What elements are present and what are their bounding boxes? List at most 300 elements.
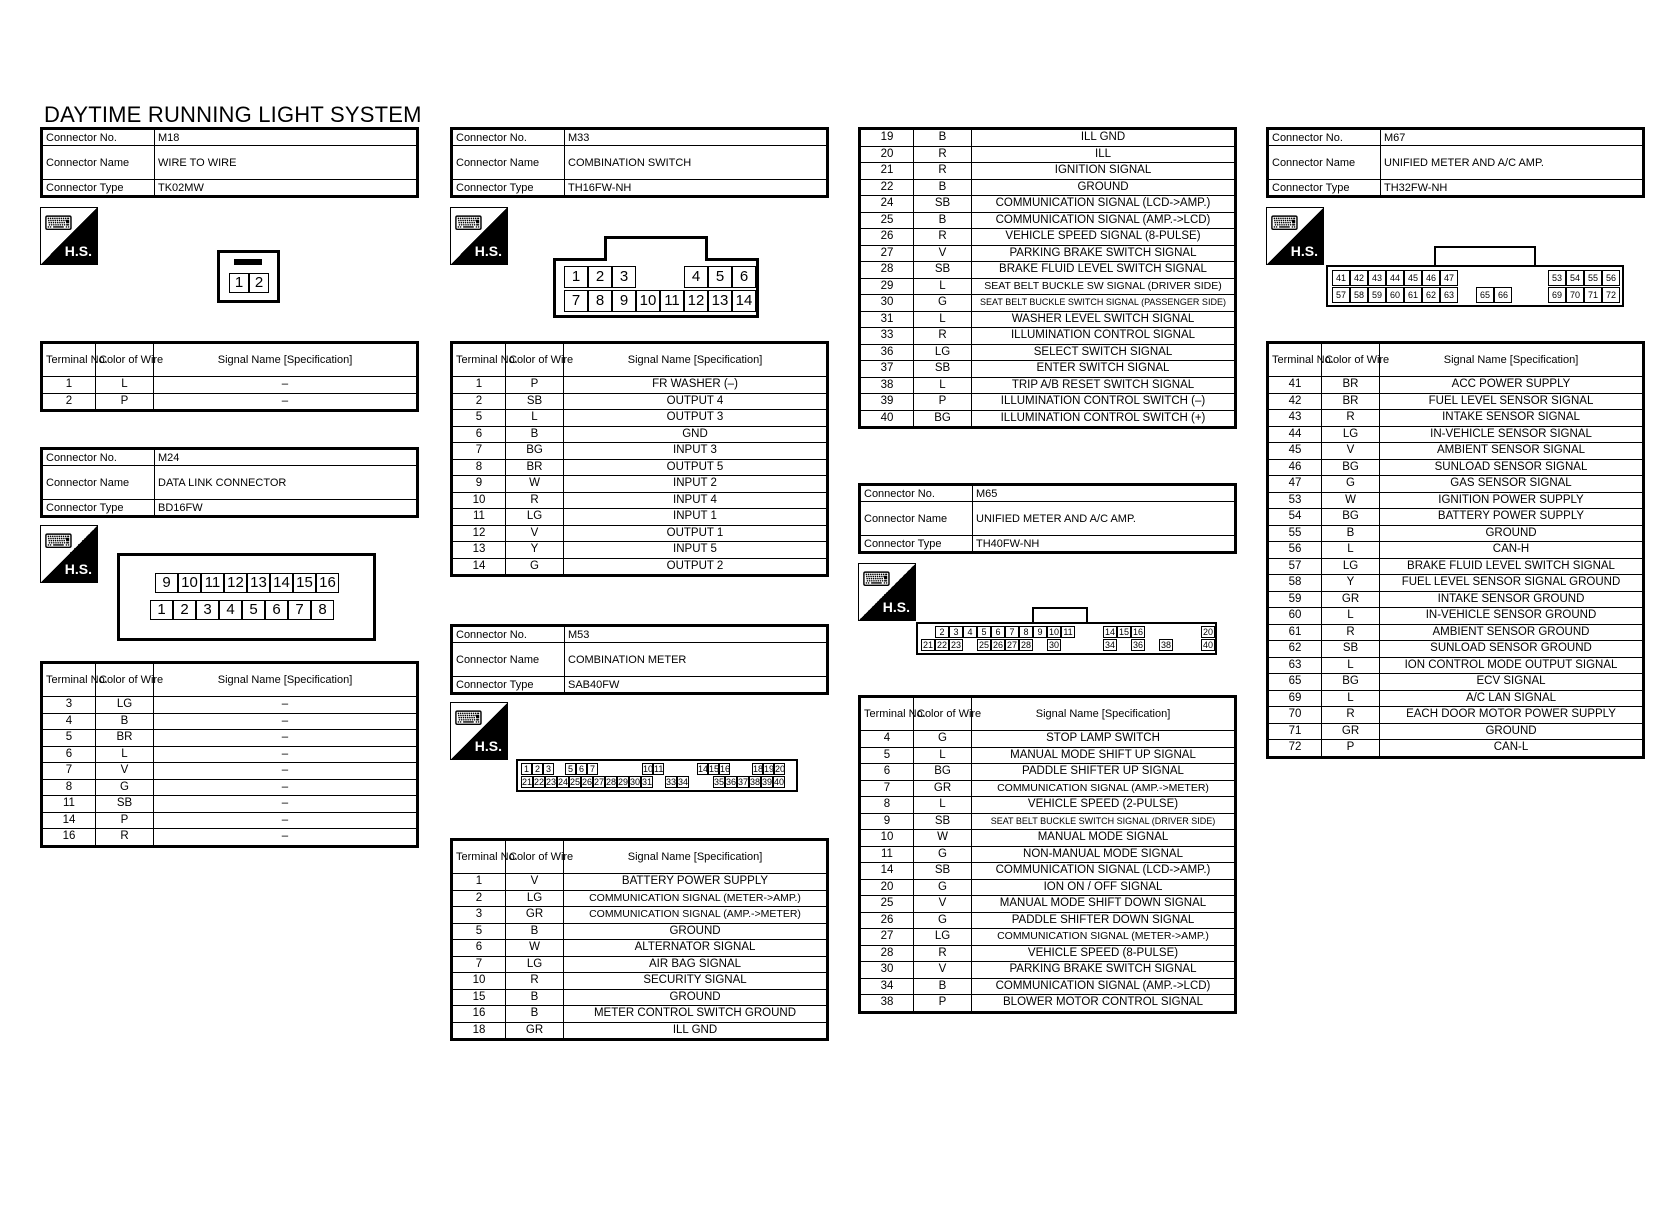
table-row xyxy=(1268,558,1644,575)
terminal-no-cell: 14 xyxy=(860,863,914,880)
terminal-no-cell: 20 xyxy=(860,146,914,163)
table-row xyxy=(42,746,418,763)
wire-color-cell: LG xyxy=(1322,426,1380,443)
connector-pin: 34 xyxy=(678,777,689,787)
wire-color-cell: BG xyxy=(1322,674,1380,691)
connector-pin: 38 xyxy=(750,777,761,787)
signal-name-cell: ILLUMINATION CONTROL SWITCH (+) xyxy=(972,410,1236,428)
connector-pin xyxy=(701,776,713,788)
connector-pin: 66 xyxy=(1494,287,1512,303)
connector-pin: 37 xyxy=(738,777,749,787)
connector-pin: 22 xyxy=(936,640,947,650)
connector-pin xyxy=(921,626,935,638)
terminal-no-cell: 43 xyxy=(1268,410,1322,427)
connector-pin: 2 xyxy=(173,600,196,620)
connector-pin: 31 xyxy=(642,777,653,787)
wire-color-cell: R xyxy=(506,973,564,990)
wire-color-cell: W xyxy=(1322,492,1380,509)
signal-name-cell: INTAKE SENSOR GROUND xyxy=(1380,591,1644,608)
harness-side-icon: ⌨ H.S. xyxy=(450,207,508,265)
wire-color-cell: R xyxy=(914,229,972,246)
connector-type-value: BD16FW xyxy=(155,500,418,517)
connector-pin: 11 xyxy=(660,290,684,312)
signal-name-cell: COMMUNICATION SIGNAL (LCD->AMP.) xyxy=(972,863,1236,880)
wire-color-cell: P xyxy=(96,393,154,411)
connector-diagram-m24 xyxy=(117,553,376,641)
connector-pin: 10 xyxy=(643,764,654,774)
table-row xyxy=(1268,525,1644,542)
connector-pin: 6 xyxy=(265,600,288,620)
signal-name-cell: SEAT BELT BUCKLE SW SIGNAL (DRIVER SIDE) xyxy=(972,278,1236,295)
col-signal-name: Signal Name [Specification] xyxy=(972,697,1236,731)
connector-pin: 26 xyxy=(582,777,593,787)
terminal-no-cell: 26 xyxy=(860,229,914,246)
table-row xyxy=(1268,707,1644,724)
col-terminal-no: Terminal No. xyxy=(42,343,96,377)
table-row xyxy=(860,278,1236,295)
table-row xyxy=(860,196,1236,213)
connector-type-value: TK02MW xyxy=(155,180,418,197)
connector-pin xyxy=(1145,639,1159,651)
signal-name-cell: COMMUNICATION SIGNAL (AMP.->METER) xyxy=(564,907,828,924)
connector-pin xyxy=(554,763,565,775)
connector-pin: 11 xyxy=(201,573,224,593)
wire-color-cell: P xyxy=(506,377,564,394)
signal-name-cell: INPUT 1 xyxy=(564,509,828,526)
signal-name-cell: PADDLE SHIFTER UP SIGNAL xyxy=(972,764,1236,781)
connector-pin: 40 xyxy=(774,777,785,787)
connector-header-m18 xyxy=(40,127,419,198)
connector-pin: 4 xyxy=(219,600,242,620)
wire-color-cell: V xyxy=(96,763,154,780)
connector-pin xyxy=(1512,287,1530,303)
connector-pin: 11 xyxy=(1061,626,1075,638)
connector-pin xyxy=(1530,270,1548,286)
connector-header-m67 xyxy=(1266,127,1645,198)
connector-pin: 14 xyxy=(270,573,293,593)
wire-color-cell: GR xyxy=(914,780,972,797)
connector-pin: 20 xyxy=(775,764,786,774)
terminal-no-cell: 42 xyxy=(1268,393,1322,410)
signal-name-cell: VEHICLE SPEED (8-PULSE) xyxy=(972,945,1236,962)
connector-pin xyxy=(1075,639,1089,651)
wire-color-cell: LG xyxy=(96,697,154,714)
col-color-of-wire: Color of Wire xyxy=(1322,343,1380,377)
connector-pin: 58 xyxy=(1350,287,1368,303)
terminal-no-cell: 16 xyxy=(452,1006,506,1023)
connector-pin: 57 xyxy=(1332,287,1350,303)
table-row xyxy=(860,995,1236,1013)
connector-pin: 25 xyxy=(570,777,581,787)
connector-pin: 53 xyxy=(1548,270,1566,286)
connector-pin: 62 xyxy=(1422,287,1440,303)
signal-name-cell: INPUT 5 xyxy=(564,542,828,559)
harness-side-icon: ⌨ H.S. xyxy=(40,525,98,583)
table-row xyxy=(860,410,1236,428)
col-terminal-no: Terminal No. xyxy=(1268,343,1322,377)
connector-pin xyxy=(664,763,675,775)
terminal-no-cell: 2 xyxy=(42,393,96,411)
terminal-no-cell: 8 xyxy=(860,797,914,814)
wire-color-cell: L xyxy=(914,278,972,295)
wire-color-cell: Y xyxy=(1322,575,1380,592)
wire-color-cell: B xyxy=(506,1006,564,1023)
signal-name-cell: COMMUNICATION SIGNAL (AMP.->LCD) xyxy=(972,978,1236,995)
table-row xyxy=(1268,377,1644,394)
connector-pin: 3 xyxy=(612,266,636,288)
signal-name-cell: VEHICLE SPEED SIGNAL (8-PULSE) xyxy=(972,229,1236,246)
connector-pin: 9 xyxy=(155,573,178,593)
signal-name-cell: AMBIENT SENSOR GROUND xyxy=(1380,624,1644,641)
table-row xyxy=(452,525,828,542)
table-row xyxy=(452,1022,828,1040)
connector-pin: 7 xyxy=(587,763,598,775)
connector-pin: 5 xyxy=(977,626,991,638)
table-row xyxy=(42,730,418,747)
signal-name-cell: IN-VEHICLE SENSOR GROUND xyxy=(1380,608,1644,625)
hand-connector-icon: ⌨ xyxy=(1270,213,1299,235)
connector-pin: 46 xyxy=(1422,270,1440,286)
label-connector-name: Connector Name xyxy=(860,502,973,536)
signal-name-cell: BLOWER MOTOR CONTROL SIGNAL xyxy=(972,995,1236,1013)
table-row xyxy=(452,890,828,907)
col-terminal-no: Terminal No. xyxy=(452,343,506,377)
connector-pin xyxy=(1173,639,1187,651)
wire-color-cell: P xyxy=(96,812,154,829)
wire-color-cell: L xyxy=(1322,608,1380,625)
table-row xyxy=(452,1006,828,1023)
terminal-no-cell: 44 xyxy=(1268,426,1322,443)
signal-name-cell: METER CONTROL SWITCH GROUND xyxy=(564,1006,828,1023)
page-title: DAYTIME RUNNING LIGHT SYSTEM xyxy=(44,102,422,127)
connector-pin: 27 xyxy=(1006,640,1017,650)
hand-connector-icon: ⌨ xyxy=(44,213,73,235)
terminal-no-cell: 61 xyxy=(1268,624,1322,641)
connector-no-value: M67 xyxy=(1381,129,1644,146)
signal-name-cell: SECURITY SIGNAL xyxy=(564,973,828,990)
connector-pin: 12 xyxy=(684,290,708,312)
terminal-table-m33 xyxy=(450,341,829,577)
label-connector-type: Connector Type xyxy=(452,677,565,694)
table-row xyxy=(860,797,1236,814)
signal-name-cell: IN-VEHICLE SENSOR SIGNAL xyxy=(1380,426,1644,443)
connector-pin xyxy=(653,776,665,788)
connector-pin: 10 xyxy=(178,573,201,593)
terminal-no-cell: 9 xyxy=(860,813,914,830)
table-row xyxy=(860,361,1236,378)
signal-name-cell: BRAKE FLUID LEVEL SWITCH SIGNAL xyxy=(972,262,1236,279)
signal-name-cell: – xyxy=(154,697,418,714)
connector-pin xyxy=(1089,626,1103,638)
table-row xyxy=(452,426,828,443)
connector-pin: 9 xyxy=(612,290,636,312)
table-row xyxy=(1268,492,1644,509)
terminal-no-cell: 6 xyxy=(42,746,96,763)
terminal-no-cell: 38 xyxy=(860,377,914,394)
signal-name-cell: COMMUNICATION SIGNAL (AMP.->METER) xyxy=(972,780,1236,797)
terminal-no-cell: 13 xyxy=(452,542,506,559)
terminal-no-cell: 33 xyxy=(860,328,914,345)
connector-latch xyxy=(1032,607,1088,623)
table-row xyxy=(452,989,828,1006)
connector-name-value: COMBINATION METER xyxy=(565,643,828,677)
terminal-no-cell: 4 xyxy=(860,731,914,748)
terminal-no-cell: 65 xyxy=(1268,674,1322,691)
wire-color-cell: B xyxy=(506,989,564,1006)
signal-name-cell: OUTPUT 5 xyxy=(564,459,828,476)
signal-name-cell: NON-MANUAL MODE SIGNAL xyxy=(972,846,1236,863)
table-row xyxy=(860,929,1236,946)
terminal-no-cell: 9 xyxy=(452,476,506,493)
connector-pin: 2 xyxy=(532,763,543,775)
connector-pin: 14 xyxy=(732,290,756,312)
terminal-table-m67 xyxy=(1266,341,1645,759)
connector-pin: 38 xyxy=(1160,640,1171,650)
connector-name-value: COMBINATION SWITCH xyxy=(565,146,828,180)
connector-pin xyxy=(1512,270,1530,286)
signal-name-cell: MANUAL MODE SHIFT DOWN SIGNAL xyxy=(972,896,1236,913)
wire-color-cell: B xyxy=(914,212,972,229)
connector-pin: 60 xyxy=(1386,287,1404,303)
signal-name-cell: GROUND xyxy=(1380,525,1644,542)
connector-pin xyxy=(741,763,752,775)
terminal-no-cell: 11 xyxy=(42,796,96,813)
table-row xyxy=(1268,690,1644,707)
connector-pin xyxy=(689,776,701,788)
table-row xyxy=(860,846,1236,863)
connector-pin xyxy=(1033,639,1047,651)
signal-name-cell: ILL GND xyxy=(564,1022,828,1040)
connector-pin: 54 xyxy=(1566,270,1584,286)
signal-name-cell: SUNLOAD SENSOR SIGNAL xyxy=(1380,459,1644,476)
connector-pin: 8 xyxy=(1019,626,1033,638)
signal-name-cell: CAN-H xyxy=(1380,542,1644,559)
table-row xyxy=(860,731,1236,748)
wire-color-cell: G xyxy=(914,295,972,312)
terminal-no-cell: 5 xyxy=(452,410,506,427)
connector-pin: 28 xyxy=(606,777,617,787)
wire-color-cell: G xyxy=(914,912,972,929)
table-row xyxy=(860,962,1236,979)
table-row xyxy=(860,978,1236,995)
connector-pin: 24 xyxy=(558,777,569,787)
wire-color-cell: BG xyxy=(1322,459,1380,476)
connector-pin: 35 xyxy=(714,777,725,787)
pin-row xyxy=(921,639,1215,651)
terminal-no-cell: 1 xyxy=(42,377,96,394)
connector-pin: 21 xyxy=(922,640,933,650)
signal-name-cell: – xyxy=(154,779,418,796)
signal-name-cell: FR WASHER (–) xyxy=(564,377,828,394)
label-connector-type: Connector Type xyxy=(42,180,155,197)
terminal-table-m24 xyxy=(40,661,419,848)
connector-pin: 36 xyxy=(726,777,737,787)
wire-color-cell: V xyxy=(1322,443,1380,460)
signal-name-cell: FUEL LEVEL SENSOR SIGNAL GROUND xyxy=(1380,575,1644,592)
table-row xyxy=(860,945,1236,962)
terminal-no-cell: 24 xyxy=(860,196,914,213)
col-signal-name: Signal Name [Specification] xyxy=(154,343,418,377)
connector-pin: 6 xyxy=(576,763,587,775)
label-connector-no: Connector No. xyxy=(42,129,155,146)
connector-pin: 6 xyxy=(991,626,1005,638)
connector-pin: 10 xyxy=(1048,627,1059,637)
signal-name-cell: BRAKE FLUID LEVEL SWITCH SIGNAL xyxy=(1380,558,1644,575)
connector-no-value: M53 xyxy=(565,626,828,643)
table-row xyxy=(1268,476,1644,493)
terminal-table-m65 xyxy=(858,695,1237,1014)
terminal-no-cell: 7 xyxy=(452,443,506,460)
signal-name-cell: GND xyxy=(564,426,828,443)
terminal-no-cell: 1 xyxy=(452,874,506,891)
connector-pin xyxy=(620,763,631,775)
wire-color-cell: B xyxy=(96,713,154,730)
connector-pin: 13 xyxy=(247,573,270,593)
col-color-of-wire: Color of Wire xyxy=(96,343,154,377)
table-row xyxy=(452,476,828,493)
terminal-no-cell: 56 xyxy=(1268,542,1322,559)
connector-pin xyxy=(598,763,609,775)
terminal-no-cell: 16 xyxy=(42,829,96,847)
terminal-no-cell: 19 xyxy=(860,129,914,147)
signal-name-cell: ILL xyxy=(972,146,1236,163)
terminal-no-cell: 46 xyxy=(1268,459,1322,476)
table-row xyxy=(452,940,828,957)
connector-pin: 8 xyxy=(311,600,334,620)
wire-color-cell: L xyxy=(914,311,972,328)
wire-color-cell: SB xyxy=(914,262,972,279)
table-row xyxy=(1268,426,1644,443)
table-row xyxy=(1268,575,1644,592)
signal-name-cell: AMBIENT SENSOR SIGNAL xyxy=(1380,443,1644,460)
terminal-no-cell: 6 xyxy=(452,426,506,443)
label-connector-no: Connector No. xyxy=(42,449,155,466)
wire-color-cell: R xyxy=(1322,410,1380,427)
signal-name-cell: BATTERY POWER SUPPLY xyxy=(1380,509,1644,526)
connector-pin xyxy=(1117,639,1131,651)
connector-latch xyxy=(1434,246,1536,266)
terminal-no-cell: 7 xyxy=(42,763,96,780)
table-row xyxy=(42,812,418,829)
label-connector-no: Connector No. xyxy=(452,626,565,643)
signal-name-cell: SELECT SWITCH SIGNAL xyxy=(972,344,1236,361)
wire-color-cell: B xyxy=(914,179,972,196)
connector-pin: 61 xyxy=(1404,287,1422,303)
connector-header-m65 xyxy=(858,483,1237,554)
table-row xyxy=(860,747,1236,764)
col-color-of-wire: Color of Wire xyxy=(914,697,972,731)
table-row xyxy=(452,410,828,427)
connector-pin xyxy=(1494,270,1512,286)
signal-name-cell: TRIP A/B RESET SWITCH SIGNAL xyxy=(972,377,1236,394)
terminal-no-cell: 5 xyxy=(452,923,506,940)
connector-diagram-m67 xyxy=(1326,265,1624,307)
wire-color-cell: BR xyxy=(96,730,154,747)
wire-color-cell: LG xyxy=(914,929,972,946)
signal-name-cell: SEAT BELT BUCKLE SWITCH SIGNAL (PASSENGER SIDE) xyxy=(972,295,1236,312)
terminal-no-cell: 70 xyxy=(1268,707,1322,724)
signal-name-cell: FUEL LEVEL SENSOR SIGNAL xyxy=(1380,393,1644,410)
terminal-table-m53 xyxy=(450,838,829,1041)
connector-pin xyxy=(1187,626,1201,638)
table-row xyxy=(42,779,418,796)
table-row xyxy=(1268,723,1644,740)
connector-pin: 36 xyxy=(1132,640,1143,650)
wire-color-cell: SB xyxy=(506,393,564,410)
terminal-no-cell: 11 xyxy=(452,509,506,526)
connector-pin: 55 xyxy=(1584,270,1602,286)
connector-pin: 1 xyxy=(564,266,588,288)
terminal-no-cell: 28 xyxy=(860,262,914,279)
wire-color-cell: L xyxy=(96,746,154,763)
wire-color-cell: W xyxy=(506,476,564,493)
wire-color-cell: B xyxy=(506,426,564,443)
wire-color-cell: SB xyxy=(1322,641,1380,658)
table-row xyxy=(860,163,1236,180)
table-row xyxy=(1268,657,1644,674)
connector-pin: 70 xyxy=(1566,287,1584,303)
terminal-no-cell: 72 xyxy=(1268,740,1322,758)
connector-pin: 15 xyxy=(709,764,720,774)
connector-pin: 6 xyxy=(732,266,756,288)
table-row xyxy=(860,377,1236,394)
signal-name-cell: – xyxy=(154,829,418,847)
wire-color-cell: GR xyxy=(506,1022,564,1040)
terminal-no-cell: 15 xyxy=(452,989,506,1006)
pin-row xyxy=(564,266,756,288)
signal-name-cell: PADDLE SHIFTER DOWN SIGNAL xyxy=(972,912,1236,929)
connector-pin: 7 xyxy=(288,600,311,620)
terminal-no-cell: 38 xyxy=(860,995,914,1013)
signal-name-cell: VEHICLE SPEED (2-PULSE) xyxy=(972,797,1236,814)
table-row xyxy=(452,923,828,940)
connector-pin: 69 xyxy=(1548,287,1566,303)
table-row xyxy=(860,896,1236,913)
connector-pin: 39 xyxy=(762,777,773,787)
connector-pin xyxy=(609,763,620,775)
connector-pin: 4 xyxy=(684,266,708,288)
connector-no-value: M24 xyxy=(155,449,418,466)
wire-color-cell: V xyxy=(914,896,972,913)
label-connector-no: Connector No. xyxy=(860,485,973,502)
signal-name-cell: – xyxy=(154,377,418,394)
connector-pin: 44 xyxy=(1386,270,1404,286)
connector-diagram-m33 xyxy=(553,258,759,318)
connector-diagram-m18 xyxy=(217,250,280,303)
wire-color-cell: G xyxy=(914,879,972,896)
wire-color-cell: G xyxy=(506,558,564,576)
terminal-no-cell: 20 xyxy=(860,879,914,896)
signal-name-cell: GAS SENSOR SIGNAL xyxy=(1380,476,1644,493)
table-row xyxy=(452,393,828,410)
label-connector-name: Connector Name xyxy=(1268,146,1381,180)
connector-pin: 30 xyxy=(1048,640,1059,650)
table-row xyxy=(860,780,1236,797)
signal-name-cell: ION CONTROL MODE OUTPUT SIGNAL xyxy=(1380,657,1644,674)
connector-pin xyxy=(730,763,741,775)
signal-name-cell: BATTERY POWER SUPPLY xyxy=(564,874,828,891)
table-row xyxy=(860,129,1236,147)
connector-pin: 33 xyxy=(666,777,677,787)
terminal-no-cell: 36 xyxy=(860,344,914,361)
signal-name-cell: ENTER SWITCH SIGNAL xyxy=(972,361,1236,378)
table-row xyxy=(1268,443,1644,460)
terminal-no-cell: 4 xyxy=(42,713,96,730)
signal-name-cell: GROUND xyxy=(972,179,1236,196)
table-row xyxy=(860,394,1236,411)
terminal-no-cell: 59 xyxy=(1268,591,1322,608)
terminal-no-cell: 11 xyxy=(860,846,914,863)
